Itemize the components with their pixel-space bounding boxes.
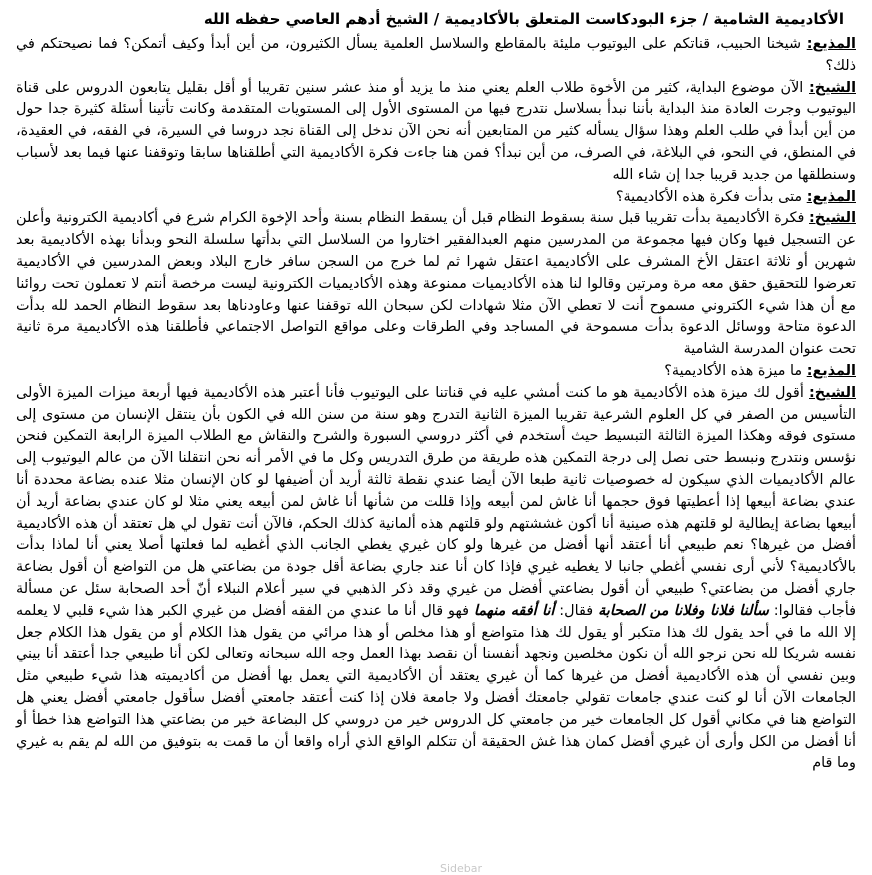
document-title: الأكاديمية الشامية / جزء البودكاست المتعلق بالأكاديمية / الشيخ أدهم العاصي حفظه الله bbox=[203, 10, 844, 28]
watermark: Sidebar bbox=[440, 862, 483, 875]
paragraph-text: فقال: bbox=[554, 602, 599, 619]
quote-text: أنا أفقه منهما bbox=[473, 602, 555, 619]
speaker-label-sheikh: الشيخ: bbox=[809, 384, 856, 401]
paragraph-text: فكرة الأكاديمية بدأت تقريبا قبل سنة بسقوط النظام قبل أن يسقط النظام بسنة وأحد الإخوة الكرام شرع في أكاديمية الكترونية وأعلن عن التسجيل فيها وكان فيها مجموعة من المدرسين منهم العبدالفقير اختاروا من السلاسل التي بدأتها سلسلة النحو وبدأنا بهذه الأكاديمية بعد شهرين أو ثلاثة اعتقل الأخ المشرف على الأكاديمية اعتقل شهرا ثم لما خرج من السجن سافر خارج البلاد وبعض المدرسين في الأكاديمية تعرضوا للتحقيق حقق معه مرة ومرتين وقالوا لنا هذه الأكاديميات ممنوعة وهذه الأكاديميات الكترونية ليست مرخصة أنتم لا تعملون تحت روائنا مع أن هذا شيء الكتروني مسموح أنت لا تعطي الآن مثلا شهادات لكن سبحان الله توقفنا عنها وعاودناها بعد سقوط النظام الحمد لله بدأت الدعوة متاحة ووسائل الدعوة بدأت مسموحة في المساجد وفي الطرقات وعلى مواقع التواصل الاجتماعي فأطلقنا هذه الأكاديمية مرة ثانية تحت عنوان المدرسة الشامية bbox=[16, 210, 856, 358]
paragraph-text: الآن موضوع البداية، كثير من الأخوة طلاب العلم يعني منذ ما يزيد أو منذ عشر سنين تقريبا أو أقل بقليل يتابعون الدروس على قناة اليوتيوب وجرت العادة منذ البداية بأننا نبدأ بسلاسل نتدرج فيها من المستوى الأول إلى المستويات المتقدمة وكانت تأتينا أسئلة كثيرة جدا حول من أين أبدأ في طلب العلم وهذا سؤال يسأله كثير من المتابعين أنه نحن الآن ندخل إلى القناة نجد دروسا في السيرة، في الفقه، في العقيدة، في المنطق، في النحو، في البلاغة، في الصرف، من أين نبدأ؟ فمن هنا جاءت فكرة الأكاديمية التي أطلقناها سابقا وتوقفنا عنها فيما بعد لأسباب وسنطلقها من جديد قريبا جدا إن شاء الله bbox=[16, 79, 856, 183]
paragraph-text: متى بدأت فكرة هذه الأكاديمية؟ bbox=[615, 188, 807, 205]
speaker-label-sheikh: الشيخ: bbox=[809, 79, 856, 96]
paragraph-text: فهو قال أنا ما عندي من الفقه أفضل من غيري الكبر هذا شيء قلبي لا يعلمه إلا الله ما في أحد يقول لك هذا متكبر أو يقول لك هذا متواضع أو هذا مخلص أو هذا مرائي من يقول هذا الكلام أو من يقول هذا الكلام جعل نفسه شريكا لله نحن نرجو الله أن نكون مخلصين ونجهد أنفسنا أن نقصد بهذا العمل وجه الله سبحانه وتعالى لكن أنا طبيعي جدا أعتقد أنا بيني وبين نفسي أن هذه الأكاديمية أفضل من غيرها كما أن غيري يعتقد أن الأكاديمية التي يعمل بها أفضل من أكاديميته هذا شيء طبيعي مثل الجامعات الآن أنا لو كنت عندي جامعات تقولي جامعتك أفضل ولا جامعة فلان إذا كنت أعتقد جامعتي أفضل سأقول جامعتي أفضل يعني هل التواضع هنا في مكاني أقول كل الجامعات خير من جامعتي كل الدروس خير من دروسي كل البضاعة خير من بضاعتي هذا التواضع هذا خطأ أو أنا أفضل من الكل وأرى أن غيري أفضل كمان هذا غش الحقيقة أن تتكلم الواقع الذي أراه واقعا أن ما قمت به بتوفيق من الله لم يقم به غيري وما قام bbox=[16, 602, 856, 772]
quote-text: سألنا فلانا وفلانا من الصحابة bbox=[598, 602, 769, 619]
paragraph-host-question-3 bbox=[16, 361, 856, 383]
speaker-label-host: المذيع: bbox=[806, 188, 856, 205]
speaker-label-sheikh: الشيخ: bbox=[809, 210, 856, 227]
paragraph-host-question-2 bbox=[16, 187, 856, 209]
speaker-label-host: المذيع: bbox=[806, 36, 856, 52]
paragraph-text: أقول لك ميزة هذه الأكاديمية هو ما كنت أمشي عليه في قناتنا على اليوتيوب فأنا أعتبر هذه الأكاديمية فيها أربعة ميزات الميزة الأولى التأسيس من الصفر في كل العلوم الشرعية تقريبا الميزة الثانية التدرج وهو سنة من سنن الله في الكون بأن ينتقل الإنسان من مستوى إلى مستوى فوقه وهكذا الميزة الثالثة التبسيط حيث أستخدم في أكثر دروسي السبورة والشرح والنقاش مع الطلاب الميزة الرابعة التمكين فنحن نؤسس ونتدرج ونبسط حتى نصل إلى درجة التمكين هذه طريقة من طرق التدريس وكل ما في الأمر أنه نحن انتقلنا الآن من عالم اليوتيوب إلى عالم الأكاديميات الذي سيكون له خصوصيات ثانية طبعا الآن أيضا عندي نقطة ثالثة أريد أن أضيفها لو كان الإنسان مثلا عنده بضاعة محددة أنا عندي بضاعة أبيعها إذا أعطيتها فوق حجمها أنا غاش لمن أبيعه وإذا قللت من شأنها أنا غاش لمن أبيعه يعني مثلا لو كان عندي بضاعة أريد أن أبيعها بضاعة إيطالية لو قلتهم هذه صينية أنا أكون غششتهم ولو قلتهم هذه ألمانية كذلك الحكم، فالآن أنت تقول لي هل تعتقد أن هذه الأكاديمية أفضل من غيرها؟ نعم طبيعي أنا أعتقد أنها أفضل من غيرها ولو كان غيري يغطي الجانب الذي أغطيه لما فعلتها أصلا يعني أنا لماذا بدأت بالأكاديمية؟ لأني أرى نفسي أغطي جانبا لا يغطيه غيري فإذا كان أنا عند جاري بضاعة أقل جودة من بضاعتي هل من التواضع أن أقول بضاعة جاري أفضل من بضاعتي؟ طبيعي أن أقول بضاعتي أفضل من غيري وقد ذكر الذهبي في سير أعلام النبلاء أنّ أحد الصحابة سئل عن مسألة فأجاب فقالوا: bbox=[16, 384, 856, 619]
paragraph-text: ما ميزة هذه الأكاديمية؟ bbox=[664, 362, 807, 379]
paragraph-sheikh-answer-2 bbox=[16, 208, 856, 361]
paragraph-sheikh-answer-3 bbox=[16, 383, 856, 775]
speaker-label-host: المذيع: bbox=[806, 362, 856, 379]
paragraph-text: شيخنا الحبيب، قناتكم على اليوتيوب مليئة بالمقاطع والسلاسل العلمية يسأل الكثيرون، من أين أبدأ وكيف أتمكن؟ فما نصيحتكم في ذلك؟ bbox=[16, 36, 856, 74]
paragraph-host-question-1 bbox=[16, 34, 856, 78]
paragraph-sheikh-answer-1 bbox=[16, 78, 856, 187]
